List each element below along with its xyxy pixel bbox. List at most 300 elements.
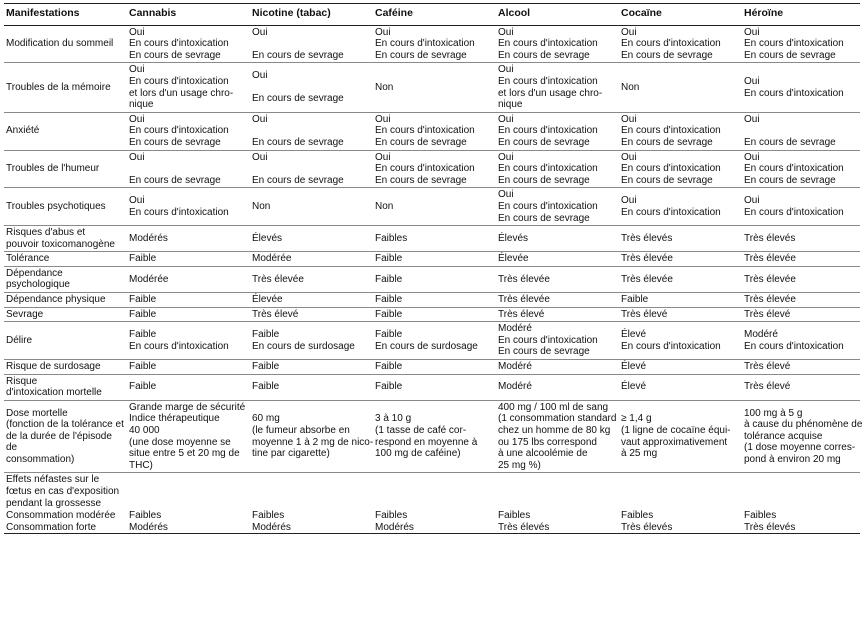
table-cell	[619, 374, 742, 400]
row-label	[4, 112, 127, 150]
cell-line: (fonction de la tolérance et	[6, 419, 124, 431]
cell-line	[252, 38, 371, 50]
table-cell	[619, 360, 742, 375]
cell-line: Modérés	[129, 232, 168, 244]
cell-line: Élevés	[498, 232, 529, 244]
cell-line: pouvoir toxicomanogène	[6, 238, 115, 250]
cell-line: Faible	[621, 294, 649, 306]
cell-line: En cours d'intoxication	[498, 75, 598, 87]
row-label	[4, 150, 127, 188]
cell-line: Faible	[129, 361, 157, 373]
table-cell	[250, 188, 373, 226]
cell-line: En cours de surdosage	[252, 340, 355, 352]
row-label	[4, 374, 127, 400]
cell-line: En cours d'intoxication	[129, 340, 229, 352]
cell-line: 100 mg à 5 g	[744, 407, 803, 419]
cell-line: Très élevée	[621, 273, 673, 285]
cell-line: Élevée	[498, 253, 529, 265]
cell-line: Modéré	[498, 361, 532, 373]
table-cell: Faibles	[621, 510, 654, 522]
cell-line: Risques d'abus et	[6, 227, 86, 239]
table-cell	[742, 25, 860, 63]
table-row	[4, 188, 860, 226]
cell-line: En cours de sevrage	[744, 49, 836, 61]
table-cell	[742, 374, 860, 400]
table-row	[4, 252, 860, 267]
cell-line: Oui	[129, 151, 145, 163]
header-cafeine: Caféine	[373, 4, 496, 26]
cell-line: En cours de sevrage	[252, 93, 344, 105]
table-cell	[127, 266, 250, 292]
cell-line: En cours d'intoxication	[744, 206, 844, 218]
table-row	[4, 360, 860, 375]
row-label	[4, 63, 127, 112]
cell-line: Indice thérapeutique	[129, 413, 220, 425]
cell-line: Tolérance	[6, 253, 50, 265]
cell-line: Très élevé	[621, 308, 668, 320]
table-cell	[373, 322, 496, 360]
table-cell	[373, 293, 496, 308]
table-cell	[127, 188, 250, 226]
cell-line: Oui	[498, 113, 514, 125]
fetus-section-label	[4, 473, 127, 510]
fetus-row	[4, 522, 860, 534]
table-cell	[742, 188, 860, 226]
cell-line: Très élevée	[744, 294, 796, 306]
cell-line: En cours de sevrage	[744, 136, 836, 148]
cell-line: Très élevée	[621, 253, 673, 265]
table-cell	[619, 252, 742, 267]
table-cell	[742, 150, 860, 188]
table-cell	[127, 25, 250, 63]
table-cell	[127, 360, 250, 375]
table-cell	[742, 252, 860, 267]
cell-line: Dépendance	[6, 267, 63, 279]
cell-line: respond en moyenne à	[375, 436, 478, 448]
cell-line: En cours d'intoxication	[621, 340, 721, 352]
cell-line: Faible	[129, 329, 157, 341]
cell-line: Oui	[744, 26, 760, 38]
cell-line: Faible	[375, 273, 403, 285]
cell-line: Troubles de la mémoire	[6, 81, 111, 93]
empty-cell	[496, 473, 619, 510]
table-cell	[619, 266, 742, 292]
row-label	[4, 400, 127, 473]
cell-line: Oui	[129, 64, 145, 76]
cell-line: En cours de sevrage	[498, 174, 590, 186]
table-cell: Modérés	[127, 522, 250, 534]
cell-line: tolérance acquise	[744, 430, 823, 442]
table-cell	[496, 112, 619, 150]
table-cell	[373, 112, 496, 150]
table-cell	[373, 374, 496, 400]
cell-line: Modéré	[498, 381, 532, 393]
cell-line: En cours de sevrage	[621, 174, 713, 186]
cell-line: Élevé	[621, 329, 647, 341]
cell-line: (1 dose moyenne corres-	[744, 442, 856, 454]
cell-line: En cours de sevrage	[252, 174, 344, 186]
cell-line	[129, 163, 248, 175]
table-cell: Très élevés	[496, 522, 619, 534]
cell-line: En cours d'intoxication	[129, 206, 229, 218]
cell-line: Élevé	[621, 361, 647, 373]
table-cell	[496, 252, 619, 267]
cell-line: En cours de sevrage	[129, 49, 221, 61]
cell-line: En cours de sevrage	[252, 136, 344, 148]
empty-cell	[619, 473, 742, 510]
cell-line: Très élevée	[744, 253, 796, 265]
cell-line: En cours de sevrage	[375, 174, 467, 186]
cell-line: Oui	[252, 70, 268, 82]
cell-line: (1 ligne de cocaïne équi-	[621, 425, 731, 436]
table-cell: Faibles	[375, 510, 408, 522]
table-row	[4, 112, 860, 150]
table-cell	[496, 374, 619, 400]
cell-line	[252, 125, 371, 137]
table-cell	[250, 293, 373, 308]
table-cell	[127, 307, 250, 322]
fetus-section-row	[4, 473, 860, 510]
row-label	[4, 188, 127, 226]
table-cell	[373, 266, 496, 292]
table-cell	[127, 112, 250, 150]
cell-line: Faible	[129, 381, 157, 393]
table-cell	[127, 293, 250, 308]
cell-line: Oui	[498, 189, 514, 201]
cell-line: Très élevée	[498, 273, 550, 285]
table-cell	[742, 112, 860, 150]
table-cell	[742, 226, 860, 252]
cell-line: En cours d'intoxication	[621, 206, 721, 218]
table-cell	[742, 266, 860, 292]
table-cell	[496, 150, 619, 188]
cell-line: Modéré	[744, 329, 778, 341]
header-manifestations: Manifestations	[4, 4, 127, 26]
empty-cell	[373, 473, 496, 510]
table-cell	[127, 322, 250, 360]
cell-line: Risque	[6, 375, 38, 387]
cell-line: ou 175 lbs correspond	[498, 436, 597, 448]
cell-line: Faible	[375, 308, 403, 320]
cell-line: En cours d'intoxication	[498, 38, 598, 50]
cell-line: Oui	[621, 195, 637, 207]
table-cell	[619, 25, 742, 63]
row-label: Consommation forte	[4, 522, 127, 534]
cell-line: Oui	[621, 26, 637, 38]
cell-line: En cours d'intoxication	[375, 163, 475, 175]
cell-line: Faible	[129, 253, 157, 265]
cell-line: 25 mg %)	[498, 459, 541, 471]
table-cell	[496, 360, 619, 375]
table-cell	[250, 63, 373, 112]
cell-line: pond à environ 20 mg	[744, 453, 841, 465]
cell-line: nique	[498, 99, 523, 111]
cell-line: Faible	[375, 381, 403, 393]
table-cell	[619, 63, 742, 112]
cell-line: (une dose moyenne se	[129, 436, 231, 448]
table-cell	[250, 112, 373, 150]
empty-cell	[742, 473, 860, 510]
table-cell	[373, 307, 496, 322]
row-label: Consommation modérée	[6, 510, 116, 522]
table-cell	[373, 150, 496, 188]
cell-line: En cours de sevrage	[498, 49, 590, 61]
cell-line: En cours d'intoxication	[498, 200, 598, 212]
cell-line: En cours d'intoxication	[621, 38, 721, 50]
cell-line: d'intoxication mortelle	[6, 387, 102, 399]
cell-line: (1 tasse de café cor-	[375, 425, 467, 436]
table-cell	[496, 226, 619, 252]
cell-line: En cours d'intoxication	[129, 75, 229, 87]
cell-line: à cause du phénomène de	[744, 419, 863, 431]
cell-line: Oui	[375, 26, 391, 38]
empty-cell	[127, 473, 250, 510]
table-cell	[250, 322, 373, 360]
cell-line: Oui	[252, 113, 268, 125]
table-cell	[619, 400, 742, 473]
cell-line: En cours de sevrage	[498, 346, 590, 358]
header-row	[4, 4, 860, 26]
table-cell	[619, 112, 742, 150]
cell-line: Faible	[375, 253, 403, 265]
cell-line: En cours d'intoxication	[498, 163, 598, 175]
cell-line: En cours d'intoxication	[498, 334, 598, 346]
cell-line: Oui	[744, 75, 760, 87]
table-cell	[250, 400, 373, 473]
cell-line: Troubles de l'humeur	[6, 163, 100, 175]
cell-line: Oui	[744, 195, 760, 207]
cell-line: Oui	[498, 64, 514, 76]
header-cannabis: Cannabis	[127, 4, 250, 26]
cell-line: En cours d'intoxication	[129, 125, 229, 137]
cell-line: Oui	[744, 113, 760, 125]
cell-line: Faible	[252, 381, 280, 393]
cell-line: 40 000	[129, 425, 160, 436]
cell-line: Très élevée	[252, 273, 304, 285]
cell-line: Très élevé	[744, 361, 791, 373]
cell-line: En cours de sevrage	[621, 49, 713, 61]
cell-line: Non	[375, 200, 394, 212]
comparison-table-container	[4, 3, 863, 534]
cell-line: chez un homme de 80 kg	[498, 425, 611, 436]
cell-line: Oui	[498, 151, 514, 163]
table-cell	[742, 400, 863, 473]
cell-line: Oui	[129, 195, 145, 207]
table-cell	[619, 150, 742, 188]
row-label	[4, 307, 127, 322]
table-cell	[373, 63, 496, 112]
cell-line	[252, 82, 371, 94]
cell-line: Troubles psychotiques	[6, 200, 106, 212]
cell-line: 400 mg / 100 ml de sang	[498, 401, 609, 413]
table-cell	[496, 188, 619, 226]
cell-line: Oui	[375, 151, 391, 163]
table-cell	[742, 307, 860, 322]
table-cell	[742, 63, 860, 112]
cell-line: Oui	[252, 151, 268, 163]
table-cell	[127, 226, 250, 252]
row-label	[4, 360, 127, 375]
cell-line: et lors d'un usage chro-	[129, 87, 234, 99]
cell-line: Oui	[252, 26, 268, 38]
cell-line: Élevé	[621, 381, 647, 393]
table-cell	[127, 400, 250, 473]
cell-line: En cours de sevrage	[129, 174, 221, 186]
table-cell	[373, 25, 496, 63]
cell-line: Effets néfastes sur le	[6, 474, 100, 486]
cell-line: de la durée de l'épisode de	[6, 430, 112, 454]
cell-line: ≥ 1,4 g	[621, 413, 652, 425]
cell-line: Faible	[129, 294, 157, 306]
table-cell	[496, 63, 619, 112]
cell-line: situe entre 5 et 20 mg de	[129, 448, 240, 460]
cell-line: Élevés	[252, 232, 283, 244]
table-cell	[496, 25, 619, 63]
cell-line: En cours d'intoxication	[744, 340, 844, 352]
cell-line: En cours d'intoxication	[129, 38, 229, 50]
table-cell	[619, 293, 742, 308]
cell-line	[744, 125, 858, 137]
table-body	[4, 25, 863, 534]
cell-line: En cours d'intoxication	[375, 38, 475, 50]
empty-cell	[250, 473, 373, 510]
row-label	[4, 252, 127, 267]
table-cell	[496, 322, 619, 360]
substance-comparison-table	[4, 3, 863, 534]
cell-line: En cours d'intoxication	[621, 163, 721, 175]
table-cell	[127, 374, 250, 400]
cell-line: Dose mortelle	[6, 407, 68, 419]
table-cell	[496, 266, 619, 292]
table-cell: Faibles	[252, 510, 285, 522]
cell-line: Faible	[252, 329, 280, 341]
cell-line: Très élevée	[744, 273, 796, 285]
fetus-row	[4, 510, 860, 522]
row-label	[4, 266, 127, 292]
table-cell	[373, 400, 496, 473]
cell-line: Grande marge de sécurité	[129, 401, 246, 413]
cell-line: En cours de sevrage	[375, 136, 467, 148]
cell-line: et lors d'un usage chro-	[498, 87, 603, 99]
cell-line: Faibles	[375, 232, 408, 244]
table-row	[4, 400, 860, 473]
table-cell	[373, 252, 496, 267]
cell-line: Élevée	[252, 294, 283, 306]
cell-line: Faible	[375, 361, 403, 373]
table-cell: Modérés	[373, 522, 496, 534]
cell-line: Oui	[498, 26, 514, 38]
table-cell: Faibles	[129, 510, 162, 522]
table-cell: Faibles	[744, 510, 777, 522]
cell-line: Oui	[129, 26, 145, 38]
table-cell	[250, 360, 373, 375]
row-label	[4, 226, 127, 252]
cell-line: Modéré	[498, 323, 532, 335]
table-row	[4, 374, 860, 400]
table-row	[4, 150, 860, 188]
table-cell: Faibles	[498, 510, 531, 522]
table-row	[4, 25, 860, 63]
cell-line: En cours d'intoxication	[744, 38, 844, 50]
cell-line: En cours de sevrage	[744, 174, 836, 186]
table-row	[4, 293, 860, 308]
cell-line: psychologique	[6, 279, 70, 291]
cell-line: Très élevé	[498, 308, 545, 320]
table-cell: Modérés	[250, 522, 373, 534]
cell-line: En cours d'intoxication	[744, 163, 844, 175]
cell-line: Sevrage	[6, 308, 44, 320]
cell-line: Risque de surdosage	[6, 361, 101, 373]
table-cell	[742, 293, 860, 308]
cell-line: Très élevés	[744, 232, 796, 244]
cell-line: Très élevés	[621, 232, 673, 244]
table-cell	[373, 188, 496, 226]
header-alcool: Alcool	[496, 4, 619, 26]
cell-line: En cours de sevrage	[129, 136, 221, 148]
cell-line: vaut approximativement	[621, 436, 728, 448]
cell-line	[252, 163, 371, 175]
cell-line: En cours de sevrage	[252, 49, 344, 61]
table-cell	[742, 322, 860, 360]
table-cell	[127, 63, 250, 112]
cell-line: Non	[252, 200, 271, 212]
cell-line: Très élevé	[744, 381, 791, 393]
header-heroine: Héroïne	[742, 4, 860, 26]
cell-line: En cours d'intoxication	[498, 125, 598, 137]
cell-line: En cours de sevrage	[498, 212, 590, 224]
cell-line: à une alcoolémie de	[498, 448, 588, 460]
table-cell	[250, 266, 373, 292]
cell-line: Très élevé	[252, 308, 299, 320]
cell-line: Délire	[6, 334, 33, 346]
table-cell	[250, 150, 373, 188]
cell-line: Faible	[375, 329, 403, 341]
table-row	[4, 226, 860, 252]
table-cell: Très élevés	[742, 522, 860, 534]
cell-line: Modérée	[252, 253, 292, 265]
cell-line: Modification du sommeil	[6, 38, 114, 50]
cell-line: Anxiété	[6, 125, 40, 137]
cell-line: En cours de surdosage	[375, 340, 478, 352]
cell-line: Très élevée	[498, 294, 550, 306]
table-cell	[742, 360, 860, 375]
cell-line: (le fumeur absorbe en	[252, 425, 350, 436]
table-cell	[619, 188, 742, 226]
cell-line: Dépendance physique	[6, 294, 106, 306]
cell-line: à 25 mg	[621, 448, 658, 460]
cell-line: En cours d'intoxication	[744, 87, 844, 99]
cell-line: En cours de sevrage	[498, 136, 590, 148]
cell-line: Non	[375, 81, 394, 93]
cell-line: Oui	[129, 113, 145, 125]
header-cocaine: Cocaïne	[619, 4, 742, 26]
row-label	[4, 322, 127, 360]
header-nicotine: Nicotine (tabac)	[250, 4, 373, 26]
table-cell	[127, 252, 250, 267]
cell-line: Oui	[744, 151, 760, 163]
cell-line: Modérée	[129, 273, 169, 285]
cell-line: Non	[621, 81, 640, 93]
cell-line: tine par cigarette)	[252, 448, 330, 460]
cell-line: 100 mg de caféine)	[375, 448, 461, 460]
cell-line: moyenne 1 à 2 mg de nico-	[252, 436, 374, 448]
table-cell	[619, 226, 742, 252]
table-cell	[250, 374, 373, 400]
cell-line: consommation)	[6, 453, 75, 465]
cell-line: Faible	[129, 308, 157, 320]
row-label	[4, 25, 127, 63]
table-cell: Très élevés	[619, 522, 742, 534]
